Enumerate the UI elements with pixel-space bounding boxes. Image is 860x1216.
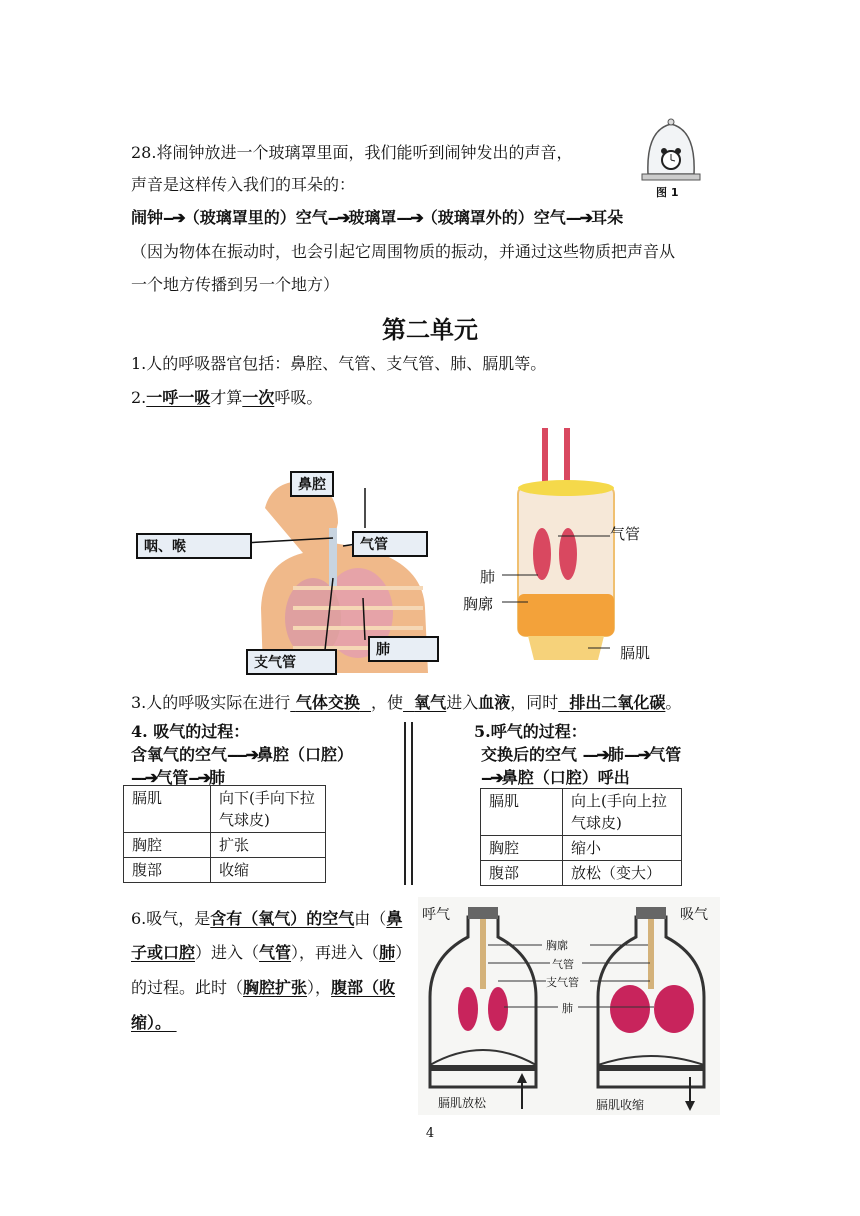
- inhale-table: [123, 785, 326, 883]
- item-2-answer-2: 一次: [242, 388, 275, 407]
- label-model-lung: 肺: [480, 568, 496, 586]
- label-model-trachea: 气管: [610, 525, 641, 543]
- arrow-right-icon: ---➔: [623, 745, 650, 764]
- arrow-right-icon: --➔: [327, 208, 349, 227]
- arrow-right-icon: ---➔: [582, 745, 608, 764]
- bell-label-lung: 肺: [562, 1002, 573, 1015]
- q28-line1: 28.将闹钟放进一个玻璃罩里面，我们能听到闹钟发出的声音，: [131, 143, 573, 162]
- table-row: 腹部 放松（变大）: [481, 861, 682, 886]
- table-row: 胸腔 缩小: [481, 836, 682, 861]
- item-3-answer-2: 氧气: [414, 693, 447, 712]
- page-number: 4: [425, 1126, 435, 1141]
- item-6-line-2: 子或口腔）进入（气管），再进入（肺）: [131, 943, 412, 962]
- arrow-right-icon: ----➔: [227, 745, 257, 764]
- bell-label-trachea: 气管: [552, 958, 574, 971]
- item-3-mid-1: ，使: [371, 693, 404, 712]
- item-1: 1.人的呼吸器官包括：鼻腔、气管、支气管、肺、膈肌等。: [131, 354, 547, 373]
- q28-line2: 声音是这样传入我们的耳朵的：: [131, 175, 356, 194]
- item-3-blood: 血液: [478, 693, 511, 712]
- divider-line: [411, 722, 413, 885]
- divider-line: [404, 722, 406, 885]
- item-3: [131, 690, 681, 713]
- chain-part-ear: 耳朵: [591, 208, 624, 227]
- table-row: 胸腔 扩张: [124, 833, 326, 858]
- table-row: 腹部 收缩: [124, 858, 326, 883]
- item-6-line-3: 的过程。此时（胸腔扩张），腹部（收: [131, 978, 396, 997]
- label-model-chest: 胸廓: [463, 595, 494, 613]
- inhale-title: 4. 吸气的过程：: [131, 722, 250, 741]
- item-3-prefix: 3.人的呼吸实际在进行: [131, 693, 291, 712]
- bell-left-caption: 膈肌放松: [438, 1096, 487, 1110]
- bell-label-chest: 胸廓: [546, 939, 568, 952]
- bell-jar-clock-figure: [636, 112, 706, 202]
- item-6-line-4: 缩）。: [131, 1013, 172, 1032]
- q28-chain: [131, 205, 623, 228]
- arrow-right-icon: ---➔: [396, 208, 422, 227]
- q28-explain-2: 一个地方传播到另一个地方）: [131, 275, 340, 294]
- bell-right-title: 吸气: [680, 907, 708, 923]
- label-trachea: 气管: [352, 531, 428, 557]
- chain-part-glass: 玻璃罩: [348, 208, 397, 227]
- q28-explain-1: （因为物体在振动时，也会引起它周围物质的振动，并通过这些物质把声音从: [131, 242, 676, 261]
- item-3-mid-3: ，同时: [510, 693, 559, 712]
- exhale-chain-1: 交换后的空气 ---➔肺---➔气管: [481, 745, 682, 764]
- unit-title: 第二单元: [382, 315, 478, 344]
- item-3-answer-3: 排出二氧化碳: [569, 693, 666, 712]
- bell-left-title: 呼气: [422, 907, 450, 923]
- item-3-answer-1: 气体交换: [295, 693, 360, 712]
- arrow-right-icon: --➔: [188, 768, 210, 787]
- bell-jar-breathing-figure: [418, 897, 720, 1115]
- label-nose: 鼻腔: [290, 471, 334, 497]
- table-row: 膈肌 向上(手向上拉气球皮): [481, 789, 682, 836]
- item-2-prefix: 2.: [131, 388, 147, 407]
- exhale-table: [480, 788, 682, 886]
- exhale-chain-2: --➔鼻腔（口腔）呼出: [481, 768, 630, 787]
- arrow-right-icon: ---➔: [565, 208, 592, 227]
- item-2-suffix: 呼吸。: [274, 388, 323, 407]
- item-6-line-1: 6.吸气，是含有（氧气）的空气由（鼻: [131, 909, 403, 928]
- model-leader-lines: [498, 530, 618, 655]
- bell-label-bronchi: 支气管: [546, 976, 579, 989]
- inhale-chain-1: 含氧气的空气----➔鼻腔（口腔）: [131, 745, 353, 764]
- arrow-right-icon: --➔: [163, 208, 184, 227]
- chain-part-inner-air: （玻璃罩里的）空气: [183, 208, 328, 227]
- chain-part-clock: 闹钟: [131, 208, 164, 227]
- bell-right-caption: 膈肌收缩: [596, 1098, 645, 1112]
- label-lung: 肺: [368, 636, 439, 662]
- item-2-answer-1: 一呼一吸: [146, 388, 211, 407]
- chain-part-outer-air: （玻璃罩外的）空气: [421, 208, 566, 227]
- label-model-diaphragm: 膈肌: [620, 644, 651, 662]
- item-3-suffix: 。: [665, 693, 682, 712]
- exhale-title: 5.呼气的过程：: [474, 722, 587, 741]
- arrow-right-icon: ---➔: [131, 768, 157, 787]
- item-3-mid-2: 进入: [446, 693, 479, 712]
- label-throat: 咽、喉: [136, 533, 252, 559]
- item-2: [131, 385, 322, 408]
- item-2-mid: 才算: [210, 388, 243, 407]
- inhale-chain-2: ---➔气管--➔肺: [131, 768, 226, 787]
- table-row: 膈肌 向下(手向下拉气球皮): [124, 786, 326, 833]
- figure-caption: 图 1: [656, 186, 679, 199]
- arrow-right-icon: --➔: [481, 768, 502, 787]
- label-bronchi: 支气管: [246, 649, 337, 675]
